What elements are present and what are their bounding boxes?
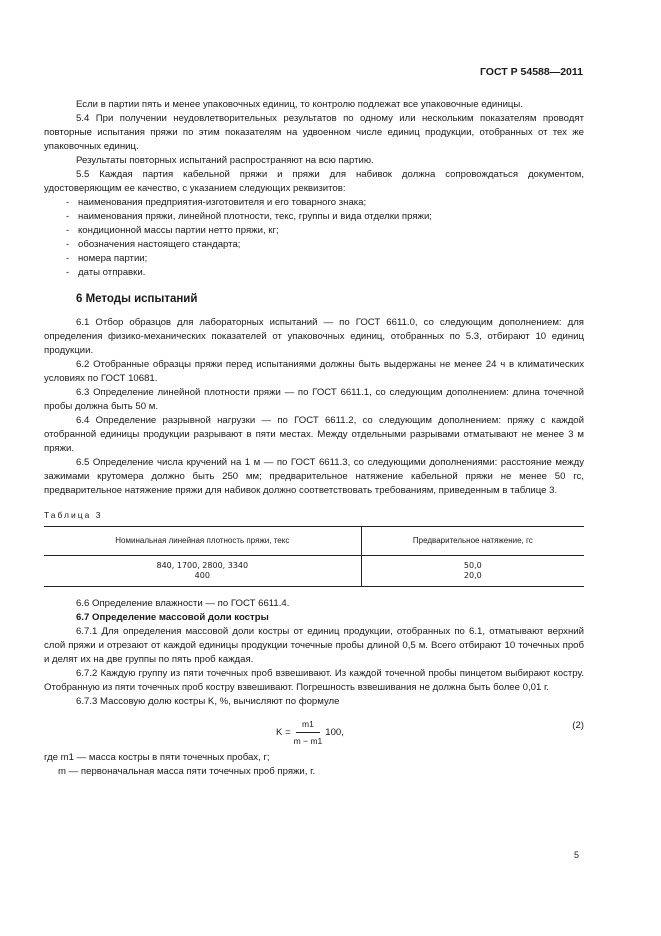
paragraph-6-3: 6.3 Определение линейной плотности пряжи — по ГОСТ 6611.1, со следующим дополнением: длина точечной пробы должна быть 50 м. <box>44 387 584 412</box>
formula <box>276 717 344 748</box>
where-definition: m — первоначальная масса пяти точечных проб пряжи, г. <box>58 766 316 777</box>
paragraph-6-4: 6.4 Определение разрывной нагрузки — по ГОСТ 6611.2, со следующим дополнением: пряжу с каждой отобранной единицы продукции разрывают в пяти местах. Между отдельными разрывами отматывают не менее 3 м пряжи. <box>44 415 584 454</box>
paragraph-5-4: 5.4 При получении неудовлетворительных результатов по одному или нескольким показателям проводят повторные испытания пряжи по этим показателям на удвоенном числе единиц продукции, отобранных от тех же упаковочных единиц. <box>44 113 584 152</box>
table-header-cell: Номинальная линейная плотность пряжи, текс <box>44 527 361 556</box>
paragraph-6-7-1: 6.7.1 Для определения массовой доли костры от единиц продукции, отобранных по 6.1, отматывают верхний слой пряжи и отрезают от каждой единицы продукции точечные пробы длиной 0,5 м. Всего отбирают 10 точечных проб и делят их на две группы по пять проб каждая. <box>44 626 584 665</box>
body-text <box>44 98 584 779</box>
document-header: ГОСТ Р 54588—2011 <box>479 66 583 78</box>
formula-lhs: K = <box>276 726 291 738</box>
table-header-row <box>44 527 584 556</box>
table-caption: Таблица 3 <box>44 510 103 520</box>
list-item: - даты отправки. <box>66 267 146 278</box>
formula-fraction <box>294 717 323 748</box>
table-header-cell: Предварительное натяжение, гс <box>361 527 584 556</box>
requisites-list <box>44 196 584 280</box>
page-number: 5 <box>573 850 579 860</box>
paragraph-6-7-3: 6.7.3 Массовую долю костры K, %, вычисляют по формуле <box>76 696 340 707</box>
formula-tail: 100, <box>325 726 344 738</box>
equation-number: (2) <box>572 720 584 731</box>
list-item: - номера партии; <box>66 253 148 264</box>
subheading-6-7: 6.7 Определение массовой доли костры <box>76 612 269 623</box>
paragraph-6-5: 6.5 Определение числа кручений на 1 м — по ГОСТ 6611.3, со следующими дополнениями: расстояние между зажимами крутомера должно быть 250 мм; предварительное натяжение кабельной пряжи не менее 50 гс, предварительное натяжение пряжи для набивок должно соответствовать требованиям, приведенным в таблице 3. <box>44 457 584 496</box>
paragraph: Если в партии пять и менее упаковочных единиц, то контролю подлежат все упаковочные единицы. <box>76 99 523 110</box>
paragraph-6-6: 6.6 Определение влажности — по ГОСТ 6611.4. <box>76 598 290 609</box>
paragraph-5-5: 5.5 Каждая партия кабельной пряжи и пряжи для набивок должна сопровождаться документом, удостоверяющим ее качество, с указанием следующих реквизитов: <box>44 169 584 194</box>
section-title: 6 Методы испытаний <box>76 293 198 305</box>
paragraph-6-1: 6.1 Отбор образцов для лабораторных испытаний — по ГОСТ 6611.0, со следующим дополнением: для определения физико-механических показателей от упаковочных единиц, отобранных по 5.3, отбирают 10 единиц продукции. <box>44 317 584 356</box>
formula-block <box>44 711 584 745</box>
paragraph: Результаты повторных испытаний распространяют на всю партию. <box>76 155 374 166</box>
list-item: - обозначения настоящего стандарта; <box>66 239 241 250</box>
list-item: - наименования предприятия-изготовителя и его товарного знака; <box>66 197 367 208</box>
formula-denominator: m − m1 <box>293 736 323 746</box>
list-item: - кондиционной массы партии нетто пряжи, кг; <box>66 225 279 236</box>
table-cell: 50,0 20,0 <box>361 556 584 587</box>
formula-numerator: m1 <box>296 717 320 733</box>
list-item: - наименования пряжи, линейной плотности, текс, группы и вида отделки пряжи; <box>66 211 432 222</box>
tension-table <box>44 526 584 587</box>
table-cell: 840, 1700, 2800, 3340 400 <box>44 556 361 587</box>
table-row <box>44 556 584 587</box>
paragraph-6-7-2: 6.7.2 Каждую группу из пяти точечных проб взвешивают. Из каждой точечной пробы пинцетом выбирают костру. Отобранную из пяти точечных проб костру взвешивают. Погрешность взвешивания не должна быть более 0,01 г. <box>44 668 584 693</box>
where-definition: где m1 — масса костры в пяти точечных пробах, г; <box>44 752 270 763</box>
paragraph-6-2: 6.2 Отобранные образцы пряжи перед испытаниями должны быть выдержаны не менее 24 ч в климатических условиях по ГОСТ 10681. <box>44 359 584 384</box>
